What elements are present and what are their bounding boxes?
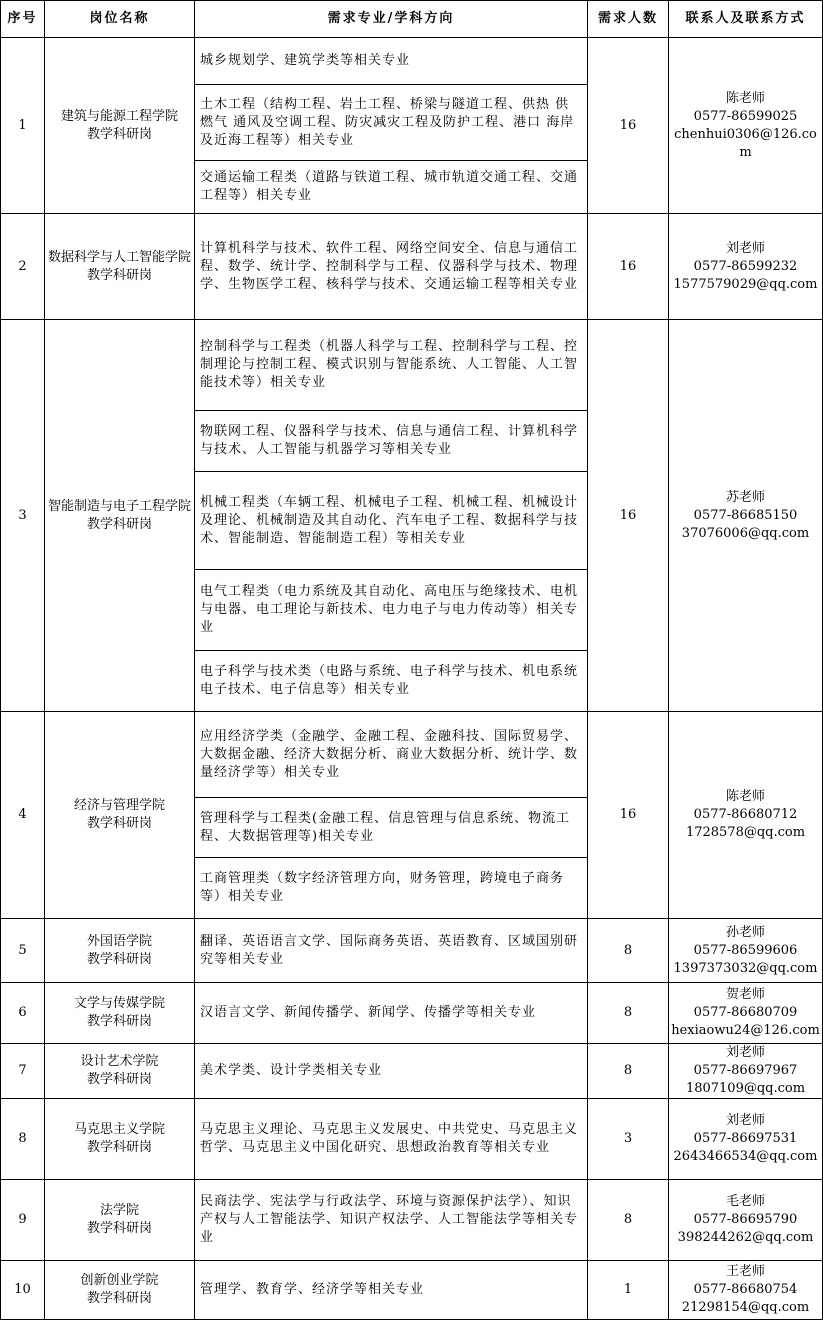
position-name-line: 教学科研岗 bbox=[86, 1014, 152, 1029]
headcount: 8 bbox=[588, 983, 669, 1044]
table-row bbox=[1, 38, 823, 85]
major-requirement: 电子科学与技术类（电路与系统、电子科学与技术、机电系统电子技术、电子信息等）相关专业 bbox=[195, 651, 588, 712]
contact-info bbox=[669, 1044, 823, 1099]
position-name bbox=[45, 712, 195, 919]
major-requirement: 民商法学、宪法学与行政法学、环境与资源保护法学）、知识产权与人工智能法学、知识产权法学、人工智能法学等相关专业 bbox=[195, 1180, 588, 1261]
row-number: 6 bbox=[1, 983, 45, 1044]
contact-line: 0577-86697531 bbox=[693, 1131, 798, 1146]
contact-line: 0577-86697967 bbox=[693, 1063, 798, 1078]
contact-line: 0577-86680712 bbox=[693, 807, 798, 822]
position-name bbox=[45, 919, 195, 983]
row-number: 10 bbox=[1, 1261, 45, 1320]
contact-line: 苏老师 bbox=[725, 489, 765, 505]
major-requirement: 马克思主义理论、马克思主义发展史、中共党史、马克思主义哲学、马克思主义中国化研究、思想政治教育等相关专业 bbox=[195, 1099, 588, 1180]
position-name-line: 教学科研岗 bbox=[86, 1072, 152, 1087]
position-name-line: 创新创业学院 bbox=[80, 1273, 159, 1288]
table-row bbox=[1, 214, 823, 320]
position-name-line: 教学科研岗 bbox=[86, 1291, 152, 1306]
position-name-line: 设计艺术学院 bbox=[80, 1054, 159, 1069]
position-name bbox=[45, 1180, 195, 1261]
contact-line: 刘老师 bbox=[725, 240, 765, 256]
row-number: 2 bbox=[1, 214, 45, 320]
headcount: 8 bbox=[588, 1044, 669, 1099]
table-row bbox=[1, 320, 823, 411]
header-no: 序号 bbox=[1, 1, 45, 38]
major-requirement: 翻译、英语语言文学、国际商务英语、英语教育、区域国别研究等相关专业 bbox=[195, 919, 588, 983]
contact-info bbox=[669, 1261, 823, 1320]
header-count: 需求人数 bbox=[588, 1, 669, 38]
table-row bbox=[1, 1261, 823, 1320]
headcount: 8 bbox=[588, 919, 669, 983]
position-name-line: 教学科研岗 bbox=[86, 1221, 152, 1236]
contact-line: 1397373032@qq.com bbox=[673, 960, 818, 976]
contact-line: 1577579029@qq.com bbox=[673, 276, 818, 292]
position-name bbox=[45, 1261, 195, 1320]
position-name bbox=[45, 320, 195, 712]
major-requirement: 汉语言文学、新闻传播学、新闻学、传播学等相关专业 bbox=[195, 983, 588, 1044]
major-requirement: 城乡规划学、建筑学类等相关专业 bbox=[195, 38, 588, 85]
row-number: 8 bbox=[1, 1099, 45, 1180]
contact-line: 37076006@qq.com bbox=[681, 525, 810, 541]
position-name bbox=[45, 214, 195, 320]
contact-line: 0577-86599025 bbox=[693, 108, 798, 124]
contact-info bbox=[669, 1099, 823, 1180]
major-requirement: 管理学、教育学、经济学等相关专业 bbox=[195, 1261, 588, 1320]
table-row bbox=[1, 1044, 823, 1099]
table-row bbox=[1, 1099, 823, 1180]
row-number: 5 bbox=[1, 919, 45, 983]
row-number: 7 bbox=[1, 1044, 45, 1099]
header-contact: 联系人及联系方式 bbox=[669, 1, 823, 38]
contact-info bbox=[669, 38, 823, 214]
table-row bbox=[1, 983, 823, 1044]
contact-info bbox=[669, 320, 823, 712]
row-number: 1 bbox=[1, 38, 45, 214]
contact-line: 王老师 bbox=[725, 1264, 765, 1279]
contact-line: 0577-86599232 bbox=[693, 258, 798, 274]
contact-line: 0577-86599606 bbox=[693, 942, 798, 958]
contact-line: 1728578@qq.com bbox=[685, 825, 806, 840]
contact-line: 1807109@qq.com bbox=[685, 1081, 806, 1096]
position-name-line: 建筑与能源工程学院 bbox=[60, 108, 178, 124]
contact-line: 0577-86680709 bbox=[693, 1005, 798, 1020]
contact-info bbox=[669, 983, 823, 1044]
major-requirement: 工商管理类（数字经济管理方向，财务管理，跨境电子商务等）相关专业 bbox=[195, 858, 588, 919]
contact-info bbox=[669, 1180, 823, 1261]
headcount: 16 bbox=[588, 38, 669, 214]
contact-info bbox=[669, 712, 823, 919]
header-major: 需求专业/学科方向 bbox=[195, 1, 588, 38]
headcount: 16 bbox=[588, 712, 669, 919]
contact-line: 孙老师 bbox=[725, 924, 765, 940]
contact-line: 21298154@qq.com bbox=[681, 1300, 810, 1315]
major-requirement: 计算机科学与技术、软件工程、网络空间安全、信息与通信工程、数学、统计学、控制科学与工程、仪器科学与技术、物理学、生物医学工程、核科学与技术、交通运输工程等相关专业 bbox=[195, 214, 588, 320]
major-requirement: 管理科学与工程类(金融工程、信息管理与信息系统、物流工程、大数据管理等)相关专业 bbox=[195, 798, 588, 858]
headcount: 16 bbox=[588, 214, 669, 320]
row-number: 3 bbox=[1, 320, 45, 712]
headcount: 3 bbox=[588, 1099, 669, 1180]
contact-line: 陈老师 bbox=[725, 90, 765, 106]
position-name bbox=[45, 1044, 195, 1099]
major-requirement: 物联网工程、仪器科学与技术、信息与通信工程、计算机科学与技术、人工智能与机器学习等相关专业 bbox=[195, 411, 588, 472]
position-name-line: 教学科研岗 bbox=[86, 267, 152, 283]
position-name-line: 教学科研岗 bbox=[86, 816, 152, 831]
row-number: 9 bbox=[1, 1180, 45, 1261]
position-name-line: 法学院 bbox=[99, 1203, 139, 1218]
contact-line: 毛老师 bbox=[725, 1194, 765, 1209]
position-name bbox=[45, 1099, 195, 1180]
position-name-line: 经济与管理学院 bbox=[73, 798, 165, 813]
contact-line: 0577-86685150 bbox=[693, 507, 798, 523]
position-name-line: 马克思主义学院 bbox=[73, 1122, 165, 1137]
table-row bbox=[1, 712, 823, 798]
major-requirement: 交通运输工程类（道路与铁道工程、城市轨道交通工程、交通工程等）相关专业 bbox=[195, 161, 588, 214]
major-requirement: 土木工程（结构工程、岩土工程、桥梁与隧道工程、供热 供燃气 通风及空调工程、防灾减灾工程及防护工程、港口 海岸及近海工程等）相关专业 bbox=[195, 85, 588, 161]
major-requirement: 控制科学与工程类（机器人科学与工程、控制科学与工程、控制理论与控制工程、模式识别与智能系统、人工智能、人工智能技术等）相关专业 bbox=[195, 320, 588, 411]
position-name-line: 文学与传媒学院 bbox=[73, 996, 165, 1011]
contact-line: 刘老师 bbox=[725, 1113, 765, 1128]
table-body bbox=[1, 38, 823, 1320]
position-name-line: 智能制造与电子工程学院 bbox=[47, 498, 191, 514]
contact-line: 0577-86680754 bbox=[693, 1282, 798, 1297]
position-name-line: 教学科研岗 bbox=[86, 1140, 152, 1155]
contact-line: hexiaowu24@126.com bbox=[671, 1023, 820, 1038]
contact-line: 2643466534@qq.com bbox=[673, 1149, 818, 1164]
headcount: 1 bbox=[588, 1261, 669, 1320]
contact-info bbox=[669, 919, 823, 983]
position-name bbox=[45, 38, 195, 214]
table-row bbox=[1, 1180, 823, 1261]
major-requirement: 美术学类、设计学类相关专业 bbox=[195, 1044, 588, 1099]
header-row bbox=[1, 1, 823, 38]
contact-line: 0577-86695790 bbox=[693, 1212, 798, 1227]
position-name-line: 教学科研岗 bbox=[86, 516, 152, 532]
headcount: 16 bbox=[588, 320, 669, 712]
position-name-line: 数据科学与人工智能学院 bbox=[47, 249, 191, 265]
position-name-line: 教学科研岗 bbox=[86, 951, 152, 967]
position-name-line: 教学科研岗 bbox=[86, 126, 152, 142]
table-row bbox=[1, 919, 823, 983]
major-requirement: 电气工程类（电力系统及其自动化、高电压与绝缘技术、电机与电器、电工理论与新技术、电力电子与电力传动等）相关专业 bbox=[195, 570, 588, 651]
contact-line: 398244262@qq.com bbox=[677, 1230, 814, 1245]
headcount: 8 bbox=[588, 1180, 669, 1261]
contact-line: 贺老师 bbox=[725, 987, 765, 1002]
position-name bbox=[45, 983, 195, 1044]
contact-line: 陈老师 bbox=[725, 789, 765, 804]
position-name-line: 外国语学院 bbox=[86, 933, 152, 949]
contact-info bbox=[669, 214, 823, 320]
major-requirement: 机械工程类（车辆工程、机械电子工程、机械工程、机械设计及理论、机械制造及其自动化、汽车电子工程、数据科学与技术、智能制造、智能制造工程）等相关专业 bbox=[195, 472, 588, 570]
header-position: 岗位名称 bbox=[45, 1, 195, 38]
major-requirement: 应用经济学类（金融学、金融工程、金融科技、国际贸易学、大数据金融、经济大数据分析、商业大数据分析、统计学、数量经济学等）相关专业 bbox=[195, 712, 588, 798]
contact-line: chenhui0306@126.com bbox=[674, 126, 817, 160]
row-number: 4 bbox=[1, 712, 45, 919]
contact-line: 刘老师 bbox=[725, 1045, 765, 1060]
